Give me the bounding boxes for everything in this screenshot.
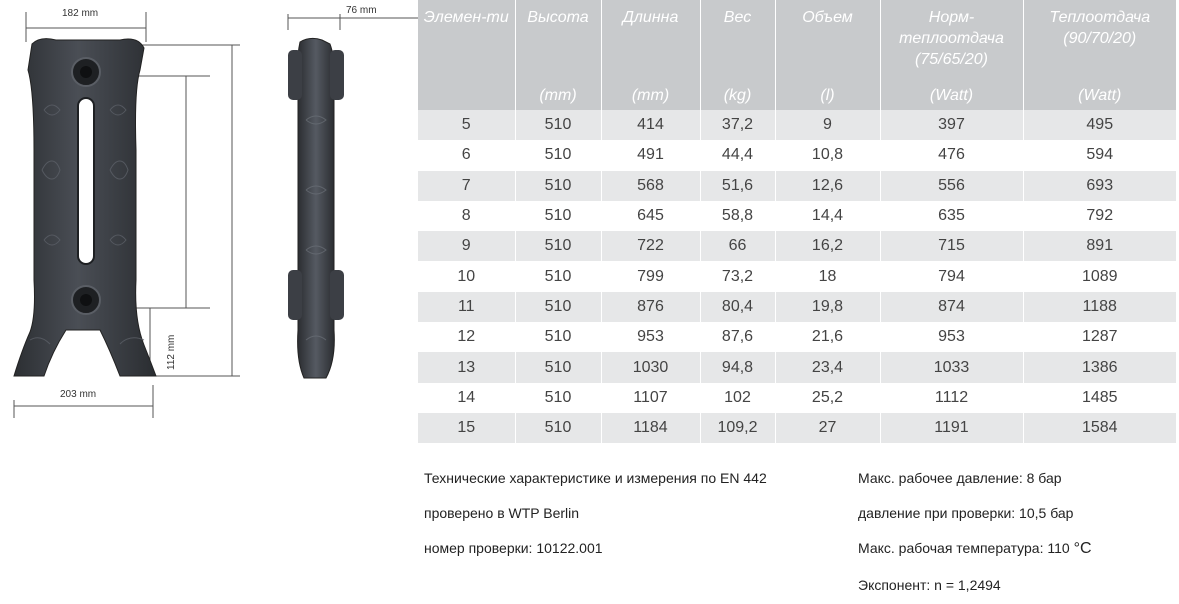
cell-length: 953 [601,322,700,352]
cell-weight: 80,4 [700,292,775,322]
cell-weight: 66 [700,231,775,261]
cell-weight: 102 [700,383,775,413]
cell-height: 510 [515,261,601,291]
cell-norm-heat: 874 [880,292,1023,322]
cell-weight: 44,4 [700,140,775,170]
cell-length: 1184 [601,413,700,443]
cell-elements: 10 [418,261,515,291]
specifications-table [418,0,1176,443]
radiator-drawing [0,0,420,604]
cell-volume: 12,6 [775,171,880,201]
col-header-norm-heat: Норм-теплоотдача (75/65/20) [880,0,1023,84]
table-row [418,322,1176,352]
col-header-length: Длинна [601,0,700,84]
table-row [418,110,1176,140]
table-body [418,110,1176,443]
cell-height: 510 [515,292,601,322]
cell-weight: 87,6 [700,322,775,352]
cell-heat-output: 495 [1023,110,1176,140]
cell-volume: 9 [775,110,880,140]
cell-volume: 19,8 [775,292,880,322]
cell-height: 510 [515,231,601,261]
cell-elements: 15 [418,413,515,443]
cell-volume: 23,4 [775,352,880,382]
cell-elements: 12 [418,322,515,352]
cell-volume: 18 [775,261,880,291]
cell-weight: 58,8 [700,201,775,231]
cell-height: 510 [515,413,601,443]
cell-volume: 27 [775,413,880,443]
cell-norm-heat: 476 [880,140,1023,170]
table-row [418,201,1176,231]
table-row [418,261,1176,291]
cell-elements: 6 [418,140,515,170]
cell-norm-heat: 556 [880,171,1023,201]
cell-length: 876 [601,292,700,322]
cell-volume: 14,4 [775,201,880,231]
cell-length: 568 [601,171,700,201]
table-row [418,292,1176,322]
col-header-weight: Вес [700,0,775,84]
table-row [418,413,1176,443]
cell-height: 510 [515,171,601,201]
cell-norm-heat: 715 [880,231,1023,261]
note-temperature-unit: °C [1073,540,1092,557]
table-row [418,140,1176,170]
cell-length: 645 [601,201,700,231]
unit-length: (mm) [601,84,700,110]
cell-heat-output: 1584 [1023,413,1176,443]
col-header-elements: Элемен-ти [418,0,515,84]
note-exponent: Экспонент: n = 1,2494 [858,577,1001,593]
radiator-side-view [288,38,344,378]
cell-weight: 94,8 [700,352,775,382]
note-max-temperature [858,540,1092,558]
cell-heat-output: 1485 [1023,383,1176,413]
unit-elements [418,84,515,110]
cell-length: 414 [601,110,700,140]
unit-weight: (kg) [700,84,775,110]
note-max-pressure: Макс. рабочее давление: 8 бар [858,470,1062,486]
note-standard: Технические характеристике и измерения по EN 442 [424,470,767,486]
col-header-height: Высота [515,0,601,84]
cell-heat-output: 1386 [1023,352,1176,382]
table-row [418,352,1176,382]
cell-heat-output: 1188 [1023,292,1176,322]
table-header-row [418,0,1176,84]
cell-heat-output: 792 [1023,201,1176,231]
cell-heat-output: 891 [1023,231,1176,261]
cell-weight: 109,2 [700,413,775,443]
cell-height: 510 [515,383,601,413]
dim-depth-label: 76 mm [346,5,377,16]
table-row [418,171,1176,201]
col-header-volume: Объем [775,0,880,84]
col-header-heat-output: Теплоотдача (90/70/20) [1023,0,1176,84]
note-max-temperature-text: Макс. рабочая температура: 110 [858,540,1070,556]
unit-height: (mm) [515,84,601,110]
dim-width-bottom-label: 203 mm [60,389,97,400]
cell-elements: 9 [418,231,515,261]
cell-elements: 7 [418,171,515,201]
table-row [418,383,1176,413]
cell-heat-output: 1287 [1023,322,1176,352]
dim-width-top-label: 182 mm [62,8,99,19]
dim-feet-label: 112 mm [166,334,177,370]
cell-norm-heat: 953 [880,322,1023,352]
cell-length: 799 [601,261,700,291]
cell-norm-heat: 794 [880,261,1023,291]
cell-height: 510 [515,201,601,231]
radiator-front-view [14,39,156,376]
cell-norm-heat: 1033 [880,352,1023,382]
note-test-pressure: давление при проверки: 10,5 бар [858,505,1074,521]
cell-height: 510 [515,352,601,382]
cell-length: 491 [601,140,700,170]
cell-weight: 37,2 [700,110,775,140]
cell-elements: 14 [418,383,515,413]
cell-heat-output: 1089 [1023,261,1176,291]
cell-length: 1107 [601,383,700,413]
cell-elements: 11 [418,292,515,322]
cell-heat-output: 693 [1023,171,1176,201]
cell-elements: 13 [418,352,515,382]
cell-norm-heat: 635 [880,201,1023,231]
unit-volume: (l) [775,84,880,110]
table-row [418,231,1176,261]
cell-weight: 73,2 [700,261,775,291]
cell-volume: 10,8 [775,140,880,170]
cell-elements: 5 [418,110,515,140]
cell-norm-heat: 1191 [880,413,1023,443]
note-test-number: номер проверки: 10122.001 [424,540,603,556]
radiator-illustration [0,0,420,604]
cell-height: 510 [515,140,601,170]
cell-height: 510 [515,110,601,140]
cell-volume: 21,6 [775,322,880,352]
cell-volume: 25,2 [775,383,880,413]
cell-length: 1030 [601,352,700,382]
cell-volume: 16,2 [775,231,880,261]
cell-elements: 8 [418,201,515,231]
unit-heat-output: (Watt) [1023,84,1176,110]
cell-weight: 51,6 [700,171,775,201]
unit-norm-heat: (Watt) [880,84,1023,110]
cell-height: 510 [515,322,601,352]
cell-norm-heat: 1112 [880,383,1023,413]
cell-heat-output: 594 [1023,140,1176,170]
note-tested-in: проверено в WTP Berlin [424,505,580,521]
table-units-row [418,84,1176,110]
cell-norm-heat: 397 [880,110,1023,140]
cell-length: 722 [601,231,700,261]
